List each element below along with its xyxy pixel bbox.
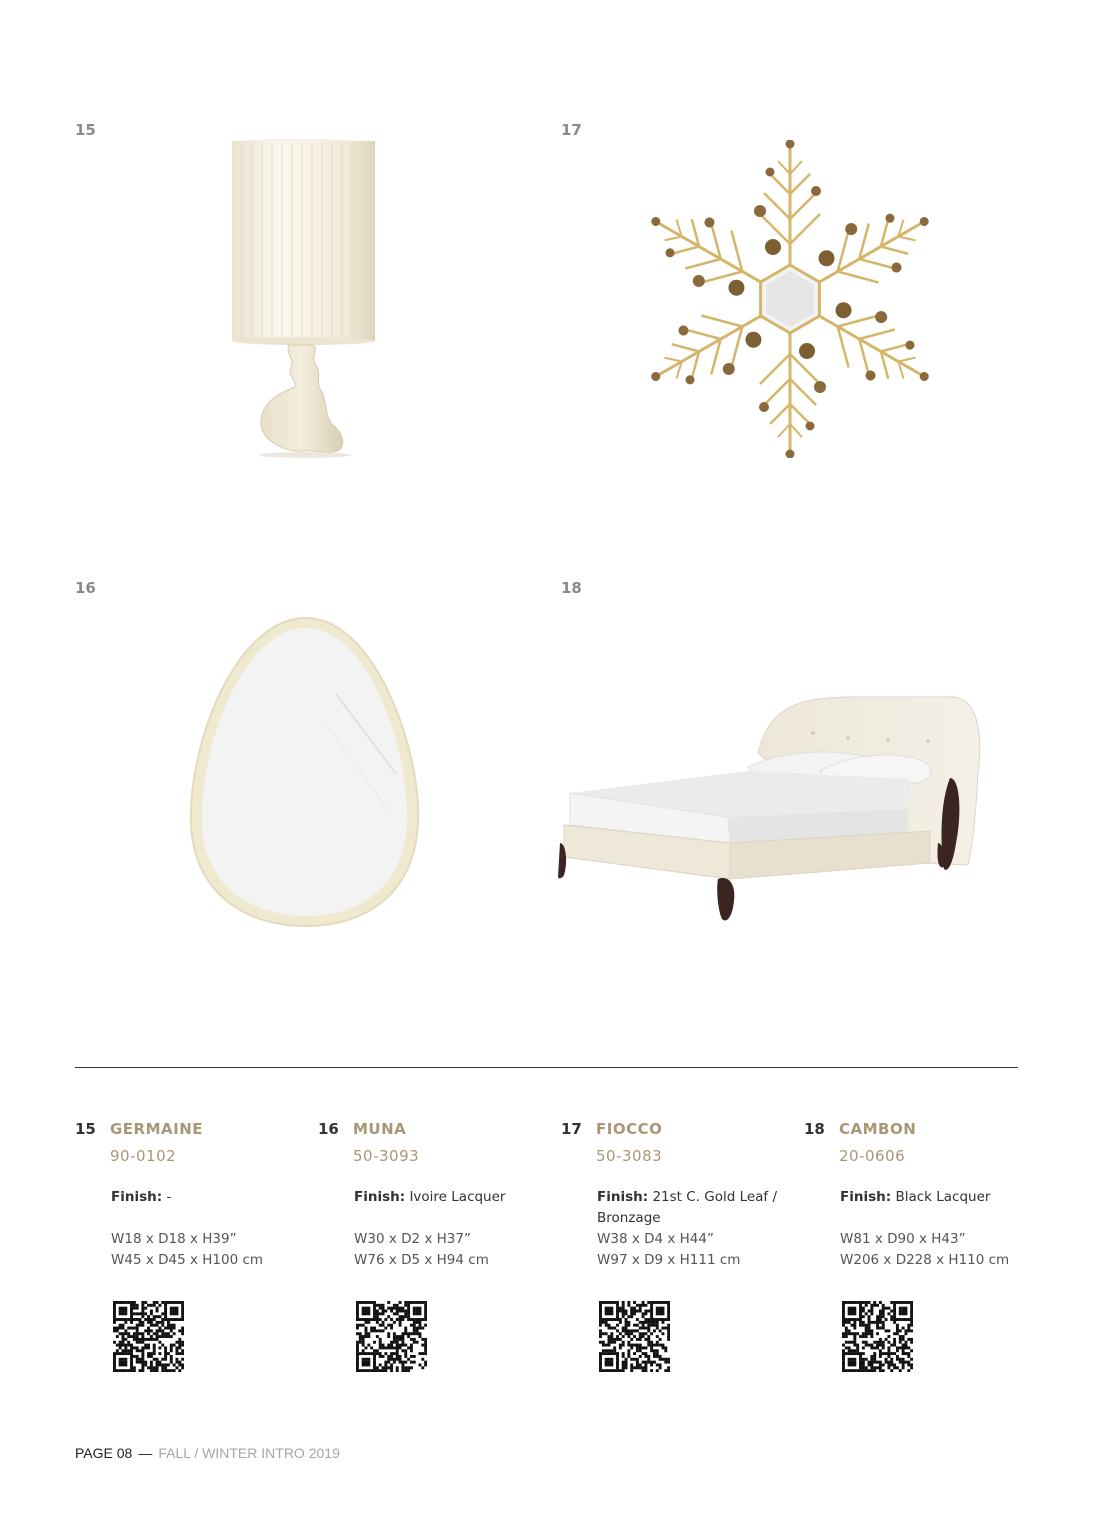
qr-code-icon[interactable] (113, 1301, 184, 1372)
figure-number-15: 15 (75, 121, 96, 139)
page-footer (75, 1445, 340, 1461)
product-name: MUNA (353, 1120, 407, 1138)
dimensions-cm: W45 x D45 x H100 cm (111, 1252, 264, 1268)
footer-dash: — (138, 1445, 153, 1461)
snowflake-mirror-image (648, 140, 932, 458)
dimensions-inches: W38 x D4 x H44” (597, 1231, 714, 1247)
finish-value: Black Lacquer (895, 1189, 991, 1205)
finish-label: Finish: (354, 1189, 406, 1205)
product-name: FIOCCO (596, 1120, 663, 1138)
finish-label: Finish: (840, 1189, 892, 1205)
dimensions-inches: W18 x D18 x H39” (111, 1231, 237, 1247)
qr-code-icon[interactable] (356, 1301, 427, 1372)
product-number: 16 (318, 1120, 339, 1138)
dimensions-cm: W97 x D9 x H111 cm (597, 1252, 741, 1268)
figure-number-18: 18 (561, 579, 582, 597)
page-number: PAGE 08 (75, 1445, 133, 1461)
bed-image (558, 693, 990, 925)
finish-label: Finish: (597, 1189, 649, 1205)
product-number: 18 (804, 1120, 825, 1138)
product-number: 15 (75, 1120, 96, 1138)
dimensions-cm: W206 x D228 x H110 cm (840, 1252, 1010, 1268)
product-finish (354, 1187, 554, 1208)
divider (75, 1067, 1018, 1068)
figure-number-16: 16 (75, 579, 96, 597)
product-name: GERMAINE (110, 1120, 204, 1138)
product-code: 20-0606 (839, 1147, 906, 1165)
product-finish (111, 1187, 311, 1208)
product-code: 50-3093 (353, 1147, 420, 1165)
figure-number-17: 17 (561, 121, 582, 139)
product-code: 50-3083 (596, 1147, 663, 1165)
product-code: 90-0102 (110, 1147, 177, 1165)
product-number: 17 (561, 1120, 582, 1138)
finish-label: Finish: (111, 1189, 163, 1205)
finish-value: 21st C. Gold Leaf / Bronzage (597, 1189, 778, 1226)
product-finish (840, 1187, 1040, 1208)
egg-mirror-image (186, 614, 426, 932)
dimensions-inches: W81 x D90 x H43” (840, 1231, 966, 1247)
qr-code-icon[interactable] (842, 1301, 913, 1372)
product-name: CAMBON (839, 1120, 917, 1138)
table-lamp-image (225, 135, 385, 465)
dimensions-cm: W76 x D5 x H94 cm (354, 1252, 489, 1268)
dimensions-inches: W30 x D2 x H37” (354, 1231, 471, 1247)
qr-code-icon[interactable] (599, 1301, 670, 1372)
finish-value: Ivoire Lacquer (409, 1189, 506, 1205)
product-finish (597, 1187, 792, 1229)
catalog-title: FALL / WINTER INTRO 2019 (158, 1445, 340, 1461)
finish-value: - (166, 1189, 172, 1205)
